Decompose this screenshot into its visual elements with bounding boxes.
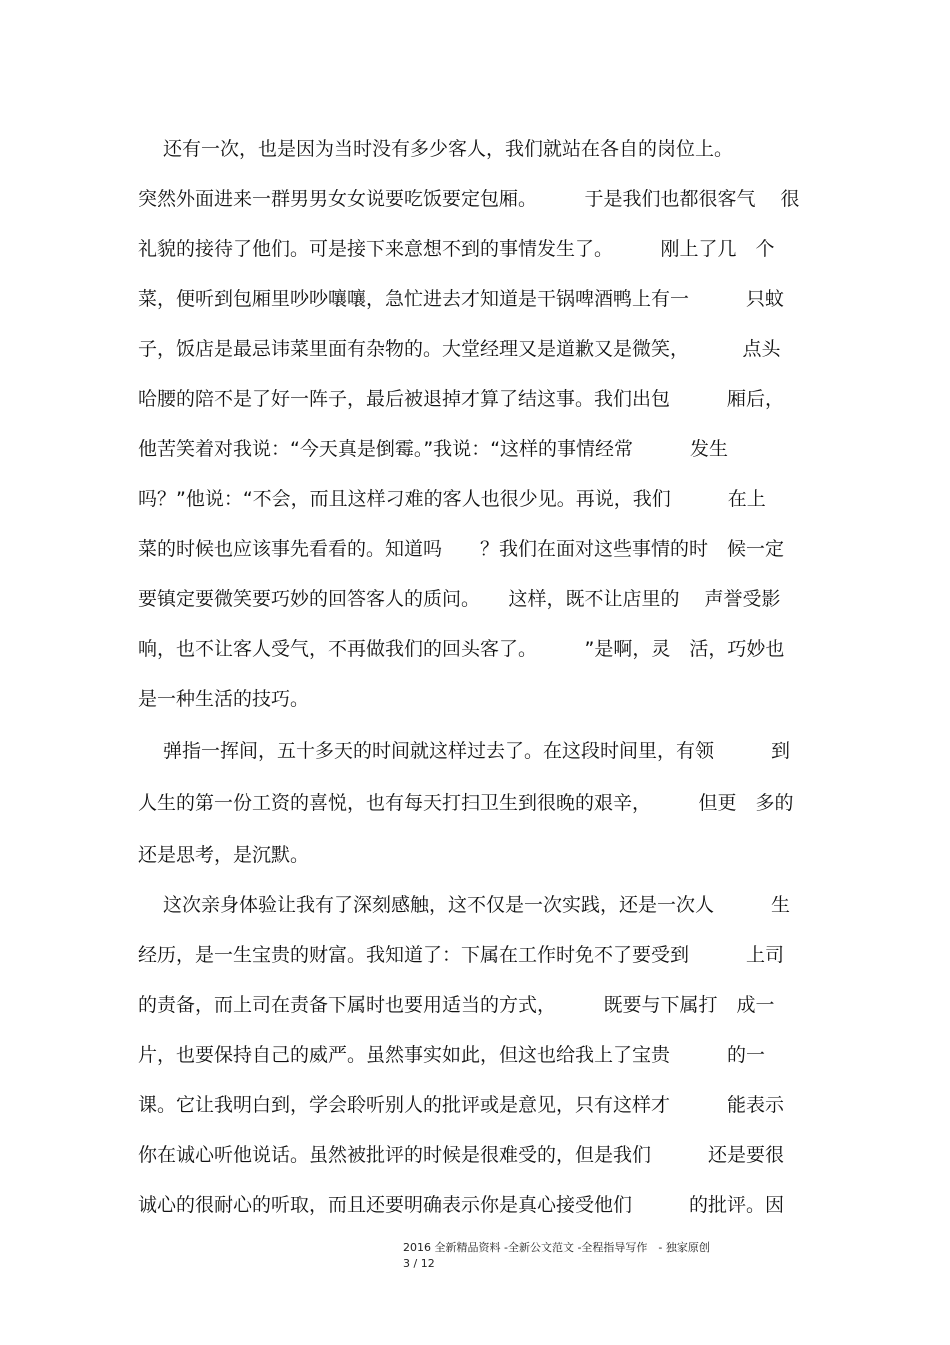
- text-line: 课。它让我明白到，学会聆听别人的批评或是意见，只有这样才 能表示: [138, 1094, 785, 1116]
- text-line: 突然外面进来一群男男女女说要吃饭要定包厢。 于是我们也都很客气 很: [138, 188, 800, 210]
- text-line: 弹指一挥间，五十多天的时间就这样过去了。在这段时间里，有领 到: [163, 740, 791, 762]
- text-line: 响，也不让客人受气，不再做我们的回头客了。 ”是啊，灵 活，巧妙也: [138, 638, 785, 660]
- text-line: 经历，是一生宝贵的财富。我知道了：下属在工作时免不了要受到 上司: [138, 944, 785, 966]
- text-line: 你在诚心听他说话。虽然被批评的时候是很难受的，但是我们 还是要很: [138, 1144, 785, 1166]
- text-line: 还是思考，是沉默。: [138, 844, 310, 866]
- text-line: 礼貌的接待了他们。可是接下来意想不到的事情发生了。 刚上了几 个: [138, 238, 775, 260]
- text-line: 片，也要保持自己的威严。虽然事实如此，但这也给我上了宝贵 的一: [138, 1044, 766, 1066]
- text-line: 人生的第一份工资的喜悦，也有每天打扫卫生到很晚的艰辛， 但更 多的: [138, 792, 794, 814]
- text-line: 是一种生活的技巧。: [138, 688, 310, 710]
- text-line: 菜的时候也应该事先看看的。知道吗 ？我们在面对这些事情的时 候一定: [138, 538, 785, 560]
- page-number: 3 / 12: [403, 1257, 435, 1270]
- text-line: 哈腰的陪不是了好一阵子，最后被退掉才算了结这事。我们出包 厢后，: [138, 388, 785, 410]
- text-line: 诚心的很耐心的听取，而且还要明确表示你是真心接受他们 的批评。因: [138, 1194, 785, 1216]
- text-line: 他苦笑着对我说：“今天真是倒霉。”我说：“这样的事情经常 发生: [138, 438, 729, 460]
- text-line: 子，饭店是最忌讳菜里面有杂物的。大堂经理又是道歉又是微笑， 点头: [138, 338, 781, 360]
- text-line: 菜，便听到包厢里吵吵嚷嚷，急忙进去才知道是干锅啤酒鸭上有一 只蚊: [138, 288, 785, 310]
- text-line: 要镇定要微笑要巧妙的回答客人的质问。 这样，既不让店里的 声誉受影: [138, 588, 781, 610]
- text-line: 还有一次，也是因为当时没有多少客人，我们就站在各自的岗位上。: [163, 138, 734, 160]
- footer-note: 2016 全新精品资料 -全新公文范文 -全程指导写作 - 独家原创: [403, 1241, 710, 1254]
- text-line: 的责备，而上司在责备下属时也要用适当的方式， 既要与下属打 成一: [138, 994, 775, 1016]
- text-line: 吗？”他说：“不会，而且这样刁难的客人也很少见。再说，我们 在上: [138, 488, 766, 510]
- text-line: 这次亲身体验让我有了深刻感触，这不仅是一次实践，还是一次人 生: [163, 894, 791, 916]
